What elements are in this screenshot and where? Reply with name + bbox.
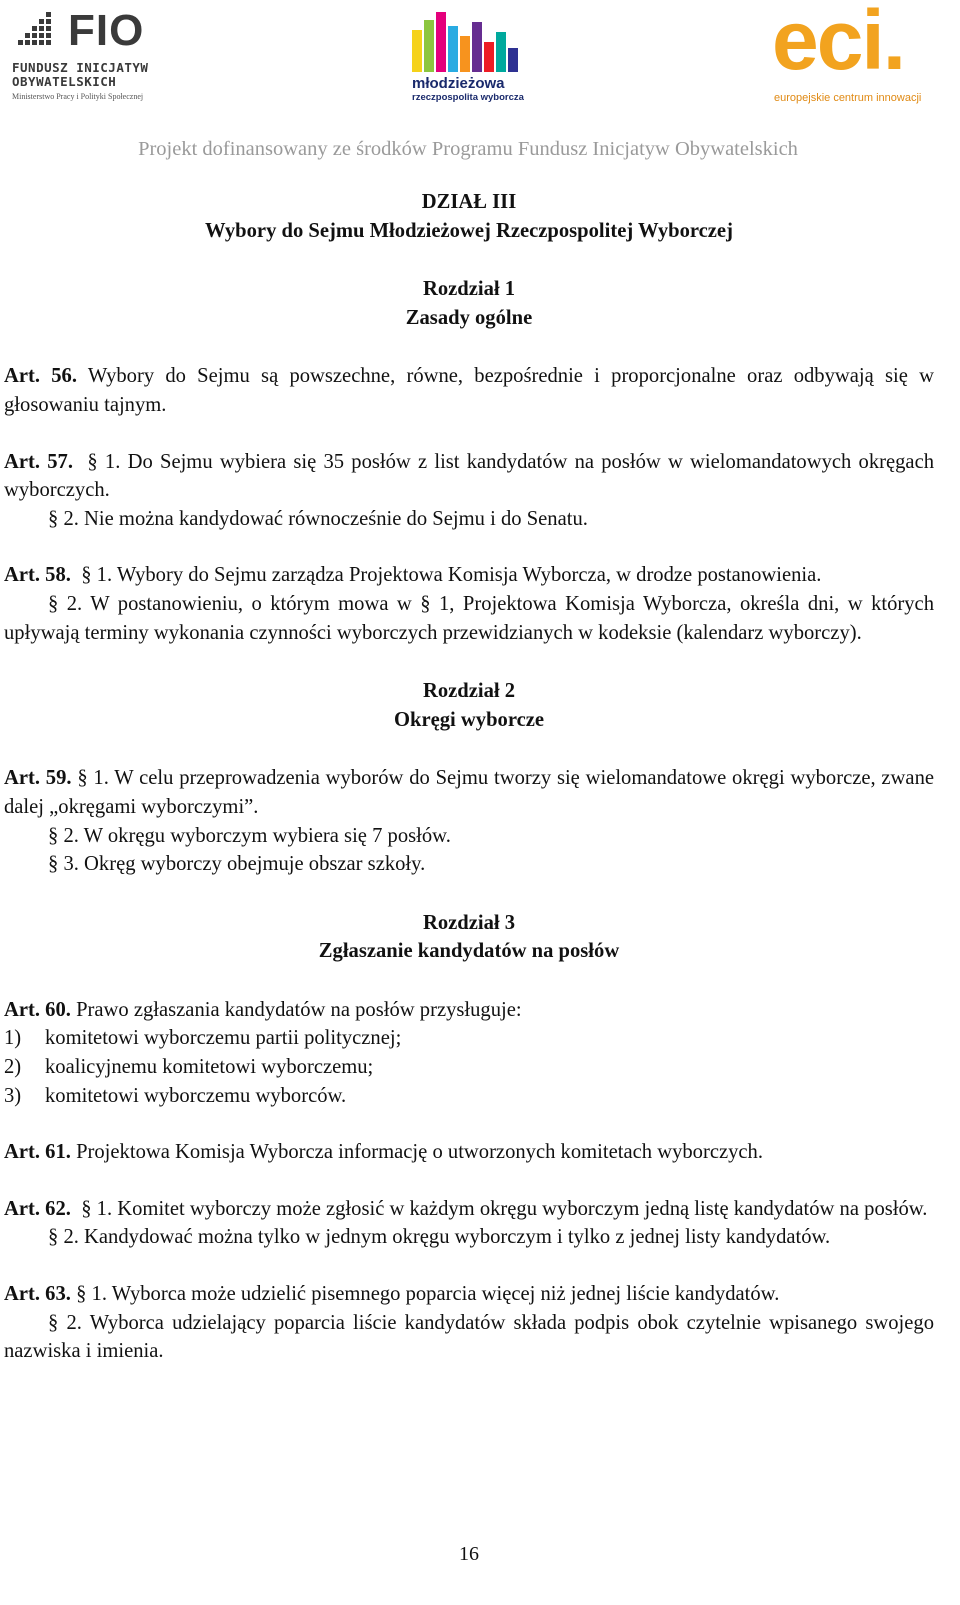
paragraph-text: W postanowieniu, o którym mowa w § 1, Projektowa Komisja Wyborcza, określa dni, w których upływają terminy wykonania czynności wyborczych przewidzianych w kodeksie (kalendarz wyborczy).	[4, 592, 934, 644]
paragraph-label: § 2.	[48, 1311, 82, 1334]
article-59-para-1	[4, 764, 934, 821]
article-58-para-1	[4, 561, 934, 590]
paragraph-label: § 1.	[76, 1283, 107, 1306]
article-63-para-1	[4, 1280, 934, 1309]
eci-logo	[772, 0, 942, 106]
paragraph-label: § 2.	[48, 507, 79, 530]
division-title: Wybory do Sejmu Młodzieżowej Rzeczpospolitej Wyborczej	[205, 219, 733, 242]
paragraph-label: § 2.	[48, 592, 83, 615]
paragraph-text: W celu przeprowadzenia wyborów do Sejmu tworzy się wielomandatowe okręgi wyborcze, zwane dalej „okręgami wyborczymi”.	[4, 767, 935, 818]
article-62-para-1	[4, 1195, 934, 1224]
chapter-3-label: Rozdział 3	[422, 911, 516, 934]
eci-logo-tagline: europejskie centrum innowacji	[774, 92, 922, 104]
paragraph-text: W okręgu wyborczym wybiera się 7 posłów.	[83, 824, 451, 847]
article-56-label: Art. 56.	[4, 365, 77, 388]
chapter-2-title: Okręgi wyborcze	[393, 708, 545, 731]
paragraph-text: Do Sejmu wybiera się 35 posłów z list kandydatów na posłów w wielomandatowych okręgach wyborczych.	[4, 450, 935, 502]
article-57-label: Art. 57.	[4, 450, 73, 473]
mrw-bars-icon	[412, 8, 532, 74]
fio-dots-icon	[12, 12, 62, 52]
article-56-text: Wybory do Sejmu są powszechne, równe, bezpośrednie i proporcjonalne oraz odbywają się w głosowaniu tajnym.	[4, 365, 934, 416]
paragraph-text: Wyborca może udzielić pisemnego poparcia więcej niż jednej liście kandydatów.	[111, 1283, 780, 1306]
paragraph-label: § 1.	[81, 564, 113, 587]
list-item	[4, 1082, 934, 1111]
document-body	[4, 188, 934, 1366]
article-58-label: Art. 58.	[4, 564, 71, 587]
fio-logo	[12, 6, 172, 104]
paragraph-text: Okręg wyborczy obejmuje obszar szkoły.	[84, 853, 426, 876]
article-61	[4, 1138, 934, 1167]
paragraph-text: Nie można kandydować równocześnie do Sejmu i do Senatu.	[84, 507, 588, 530]
mrw-logo-line1: młodzieżowa	[412, 75, 505, 92]
header-logos	[0, 0, 960, 118]
fio-logo-line1: FUNDUSZ INICJATYW	[12, 60, 149, 75]
paragraph-label: § 1.	[77, 767, 109, 790]
paragraph-label: § 2.	[48, 824, 79, 847]
article-59-para-3	[4, 850, 934, 879]
list-item-text: koalicyjnemu komitetowi wyborczemu;	[45, 1056, 374, 1079]
paragraph-label: § 1.	[81, 1197, 113, 1220]
chapter-2-label: Rozdział 2	[422, 680, 516, 703]
paragraph-text: Komitet wyborczy może zgłosić w każdym okręgu wyborczym jedną listę kandydatów na posłów.	[117, 1197, 928, 1220]
list-item-number: 2)	[4, 1056, 22, 1079]
paragraph-label: § 1.	[87, 450, 121, 473]
article-59-para-2	[4, 822, 934, 851]
fio-logo-line2: OBYWATELSKICH	[12, 74, 117, 89]
paragraph-text: Wybory do Sejmu zarządza Projektowa Komisja Wyborcza, w drodze postanowienia.	[116, 564, 822, 587]
article-57-para-1	[4, 448, 934, 505]
article-63-label: Art. 63.	[4, 1283, 71, 1306]
eci-logo-word: eci.	[772, 0, 905, 87]
mrw-logo-line2: rzeczpospolita wyborcza	[412, 92, 524, 103]
list-item	[4, 1024, 934, 1053]
chapter-1-label: Rozdział 1	[422, 278, 516, 301]
article-62-para-2	[4, 1223, 934, 1252]
chapter-1-title: Zasady ogólne	[405, 306, 533, 329]
article-60	[4, 996, 934, 1025]
article-61-label: Art. 61.	[4, 1141, 71, 1164]
paragraph-label: § 2.	[48, 1226, 79, 1249]
list-item-number: 1)	[4, 1027, 22, 1050]
article-62-label: Art. 62.	[4, 1197, 71, 1220]
funding-note: Projekt dofinansowany ze środków Programu Fundusz Inicjatyw Obywatelskich	[138, 138, 798, 160]
article-61-text: Projektowa Komisja Wyborcza informację o utworzonych komitetach wyborczych.	[76, 1141, 763, 1164]
list-item-text: komitetowi wyborczemu wyborców.	[45, 1084, 347, 1107]
fio-logo-word: FIO	[68, 6, 145, 55]
article-58-para-2	[4, 590, 934, 647]
article-59-label: Art. 59.	[4, 767, 72, 790]
list-item-text: komitetowi wyborczemu partii politycznej;	[45, 1027, 402, 1050]
article-56	[4, 362, 934, 419]
article-60-text: Prawo zgłaszania kandydatów na posłów przysługuje:	[76, 998, 522, 1021]
paragraph-text: Kandydować można tylko w jednym okręgu wyborczym i tylko z jednej listy kandydatów.	[84, 1226, 831, 1249]
mrw-logo	[412, 8, 532, 104]
chapter-3-title: Zgłaszanie kandydatów na posłów	[318, 940, 620, 963]
paragraph-text: Wyborca udzielający poparcia liście kandydatów składa podpis obok czytelnie wpisanego swojego nazwiska i imienia.	[4, 1311, 935, 1363]
article-57-para-2	[4, 505, 934, 534]
paragraph-label: § 3.	[48, 853, 79, 876]
list-item-number: 3)	[4, 1084, 22, 1107]
fio-logo-ministry: Ministerstwo Pracy i Polityki Społecznej	[12, 92, 144, 101]
list-item	[4, 1053, 934, 1082]
division-label: DZIAŁ III	[421, 191, 517, 213]
article-60-label: Art. 60.	[4, 998, 71, 1021]
article-63-para-2	[4, 1309, 934, 1366]
page-number: 16	[459, 1543, 479, 1565]
